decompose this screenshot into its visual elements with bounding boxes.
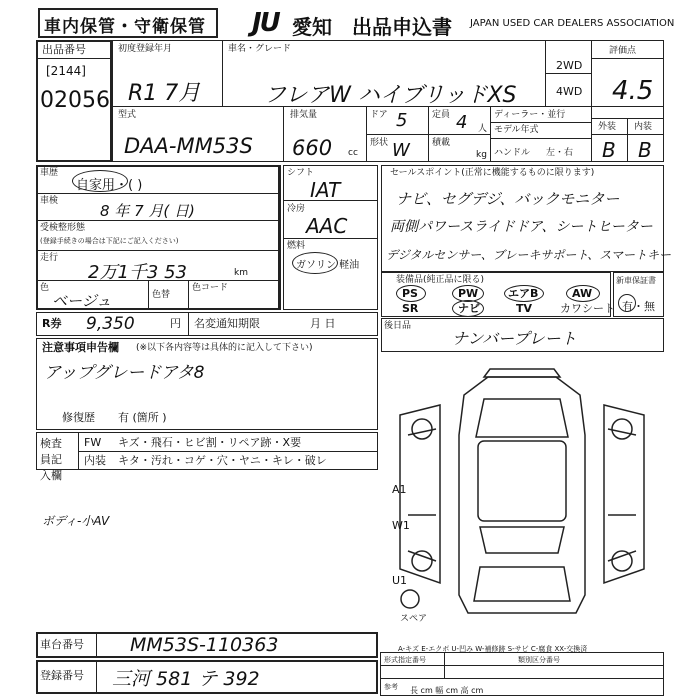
shift-label: シフト [287,168,315,178]
model-name-value: フレアW ハイブリッドXS [264,83,517,108]
doors-label: ドア [370,110,388,120]
reception-label: 受検整形態 [40,223,86,233]
fw-tag: FW [84,436,102,449]
warranty-circle [618,294,636,312]
sales-line-3: デジタルセンサー、ブレーキサポート、スマートキー [386,248,672,262]
equip-seat: カワシート [560,302,615,315]
capacity-value: 4 [456,112,468,133]
capacity-label: 定員 [432,110,451,120]
car-diagram [380,355,664,635]
repair-label: 修復歴 [62,411,95,424]
tax-period-value: 月 日 [310,317,336,330]
score-value: 4.5 [612,76,654,106]
damage-mark-u1: U1 [392,574,408,587]
load-unit: kg [476,150,487,160]
equipment-label: 装備品(純正品に限る) [396,275,485,285]
brand-name: 愛知 [292,15,332,39]
history-value: 自家用・( ) [76,178,143,193]
equip-circle-aw [566,285,600,302]
recycle-value: 9,350 [86,314,135,334]
equip-circle-navi [452,300,484,317]
model-code-label: 型式 [118,110,137,120]
damage-mark-w1: W1 [392,519,410,532]
history-label: 車歴 [40,168,59,178]
ju-logo: JU [252,8,279,38]
equip-circle-airbag [504,285,544,302]
interior-grade: B [638,138,652,162]
doors-value: 5 [396,110,408,131]
fuel-options: ガソリン 軽油 [296,260,360,271]
equip-ps: PS [402,287,418,300]
notes-value: アップグレードアタ8 [44,363,205,383]
color-code-label: 色コード [192,283,229,293]
interior-label: 内装 [634,122,653,132]
first-reg-label: 初度登録年月 [118,44,173,54]
drive-4wd: 4WD [556,85,583,98]
ac-label: 冷房 [287,204,306,214]
equip-sr: SR [402,302,419,315]
lot-label: 出品番号 [42,43,86,56]
lot-number: 02056 [40,88,110,113]
history-circle [72,170,128,192]
score-label: 評価点 [609,46,637,56]
model-change-label: モデル年式 [494,125,539,135]
handle-label: ハンドル [494,148,531,158]
dimensions: 長 cm 幅 cm 高 cm [410,686,484,695]
equip-pw: PW [458,287,479,300]
warranty-label: 新車保証書 [616,276,656,285]
capacity-unit: 人 [478,124,488,134]
fuel-label: 燃料 [287,241,306,251]
first-reg-value: R1 7月 [128,81,201,106]
type-code-label: 形式指定番号 [384,656,426,664]
interior-text: キタ・汚れ・コゲ・穴・ヤニ・キレ・破レ [118,454,327,467]
spare-label: スペア [400,614,428,624]
displacement-unit: cc [348,148,358,158]
inspector-label: 検査員記入欄 [40,437,62,482]
sales-points-label: セールスポイント(正常に機能するものに限ります) [390,168,595,178]
load-label: 積載 [432,138,451,148]
fw-text: キズ・飛石・ヒビ割・リペア跡・X要 [118,436,302,449]
repair-value: 有 (箇所 ) [118,411,167,424]
notes-label: 注意事項申告欄 [42,341,119,354]
recycle-unit: 円 [170,317,181,330]
lot-small-number: [2144] [46,64,86,78]
model-code-value: DAA-MM53S [124,134,253,158]
equip-tv: TV [516,302,533,315]
model-name-label: 車名・グレード [228,44,292,54]
handle-value: 左・右 [546,148,574,158]
color-change-label: 色替 [152,290,171,300]
fuel-circle [292,252,338,274]
mileage-unit: km [234,268,248,278]
inspection-value: 8 年 7 月( 日) [100,202,195,220]
displacement-value: 660 [292,136,333,160]
registration-value: 三河 581 テ 392 [112,668,260,690]
drive-2wd: 2WD [556,59,583,72]
shape-value: W [392,140,410,161]
shift-value: IAT [310,178,341,202]
registration-label: 登録番号 [40,669,84,682]
mileage-label: 走行 [40,253,59,263]
reception-note: (登録手続きの場合は下記にご記入ください) [40,237,179,245]
damage-legend: A-キズ E-エクボ U-凹み W-補修跡 S-サビ C-腐食 XX-交換済 [398,645,588,653]
tax-period-label: 名変通知期限 [194,317,260,330]
hand-note: ボディ-小AV [42,514,110,528]
exterior-label: 外装 [598,122,617,132]
accessories-label: 後日品 [384,321,412,331]
sales-line-2: 両側パワースライドドア、シートヒーター [390,219,653,235]
displacement-label: 排気量 [290,110,318,120]
equip-circle-ps [396,285,426,302]
equip-navi: ナビ [458,302,480,315]
chassis-value: MM53S-110363 [130,634,279,656]
shape-label: 形状 [370,138,389,148]
interior-tag: 内装 [84,454,106,467]
color-value: ベージュ [52,292,112,310]
association-name: JAPAN USED CAR DEALERS ASSOCIATION [470,18,675,29]
sales-line-1: ナビ、セグデジ、バックモニター [396,190,620,208]
chassis-label: 車台番号 [40,638,84,651]
recycle-label: R券 [42,317,62,330]
exterior-grade: B [602,138,616,162]
storage-tags: 車内保管・守衛保管 [44,17,206,37]
color-label: 色 [40,283,50,293]
inspection-label: 車検 [40,196,59,206]
reference-label: 参考 [384,683,398,691]
document-title: 出品申込書 [352,15,452,39]
ac-value: AAC [306,214,348,238]
dealer-label: ディーラー・並行 [494,110,566,120]
warranty-value: 有・無 [622,300,655,313]
damage-mark-a1: A1 [392,483,407,496]
equip-airbag: エアB [508,287,539,300]
accessories-value: ナンバープレート [452,329,577,348]
equip-aw: AW [572,287,593,300]
notes-sub: (※以下各内容等は具体的に記入して下さい) [136,343,313,353]
category-code-label: 類別区分番号 [518,656,560,664]
mileage-value: 2万1千3 53 [88,262,187,283]
